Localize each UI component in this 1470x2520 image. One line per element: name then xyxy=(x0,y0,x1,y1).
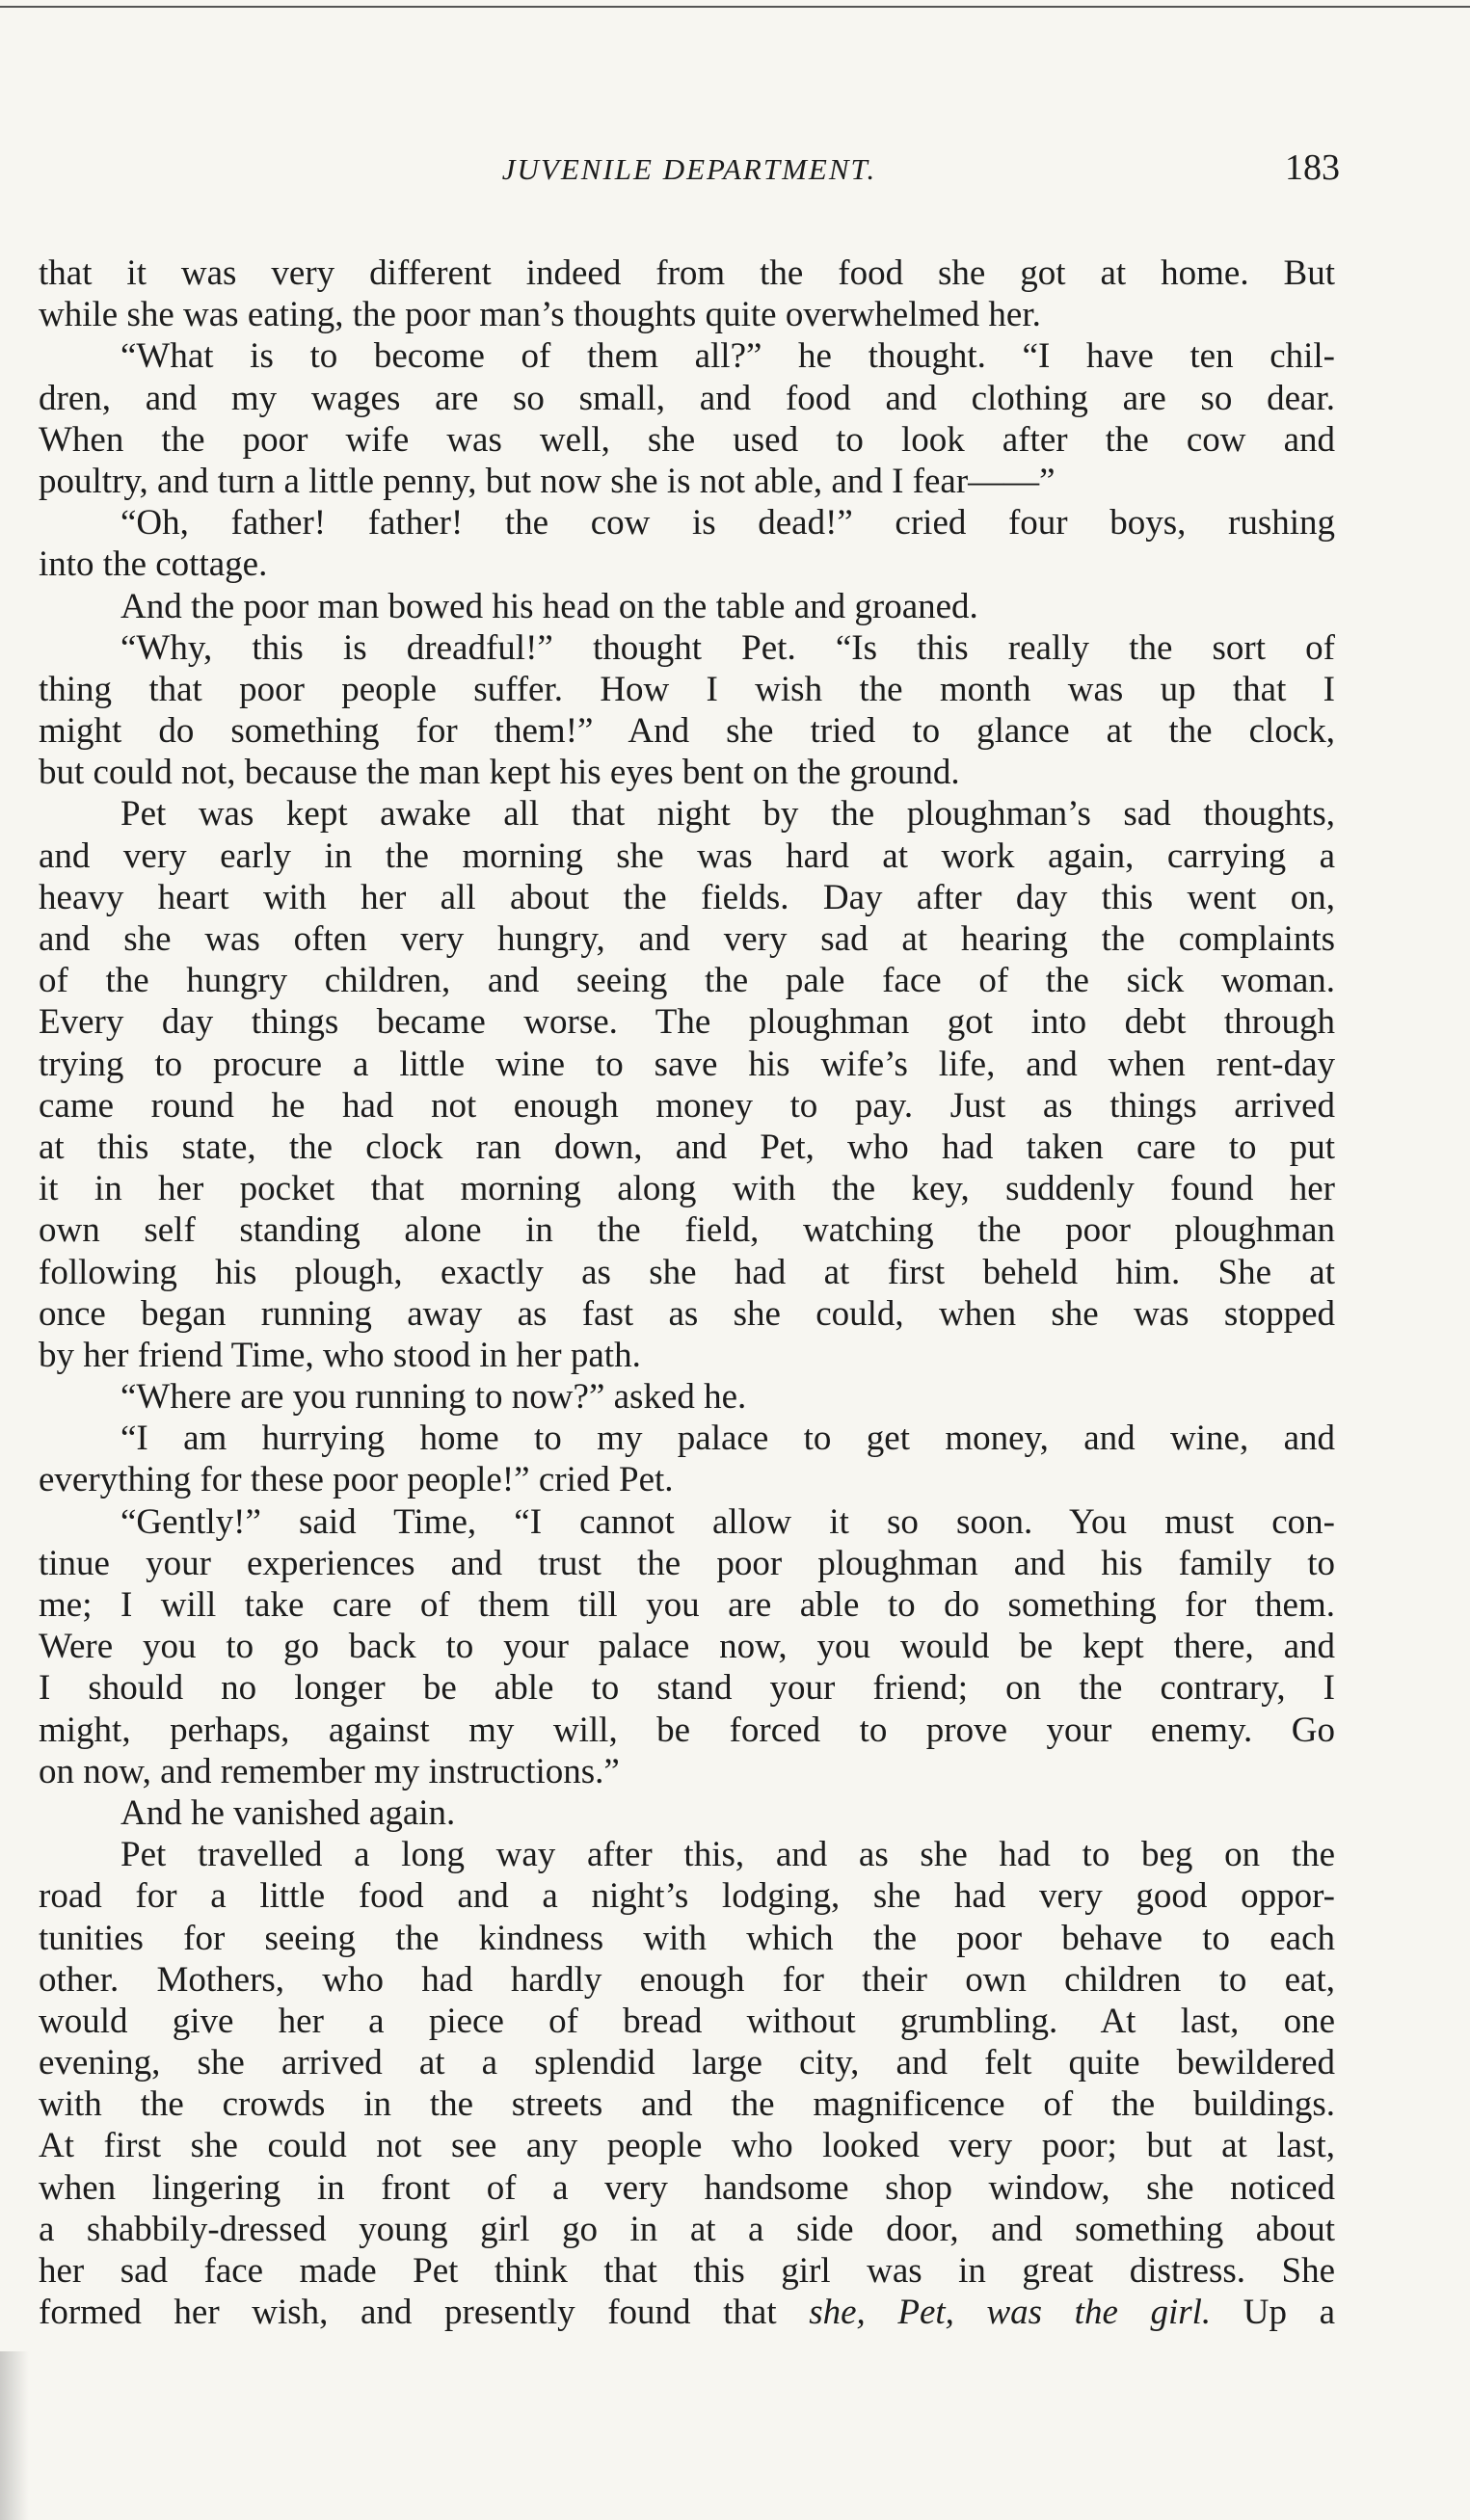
text-line: and she was often very hungry, and very sad at hearing the complaints xyxy=(39,919,1335,959)
text-line: me; I will take care of them till you are able to do something for them. xyxy=(39,1585,1335,1625)
text-line: it in her pocket that morning along with the key, suddenly found her xyxy=(39,1169,1335,1209)
text-line: I should no longer be able to stand your friend; on the contrary, I xyxy=(39,1668,1335,1709)
text-line: “Where are you running to now?” asked he. xyxy=(120,1377,747,1418)
text-line: at this state, the clock ran down, and Pet, who had taken care to put xyxy=(39,1127,1335,1167)
text-line: own self standing alone in the field, watching the poor ploughman xyxy=(39,1210,1335,1251)
text-line: poultry, and turn a little penny, but now she is not able, and I fear——” xyxy=(39,461,1056,501)
text-line: tunities for seeing the kindness with which the poor behave to each xyxy=(39,1918,1335,1958)
text-line: other. Mothers, who had hardly enough for their own children to eat, xyxy=(39,1959,1335,2000)
text-line: “What is to become of them all?” he thought. “I have ten chil- xyxy=(120,336,1335,377)
text-line: everything for these poor people!” cried Pet. xyxy=(39,1460,674,1500)
text-line: of the hungry children, and seeing the pale face of the sick woman. xyxy=(39,961,1335,1001)
text-line: At first she could not see any people who looked very poor; but at last, xyxy=(39,2126,1335,2166)
text-line: Pet travelled a long way after this, and as she had to beg on the xyxy=(120,1835,1335,1875)
text-line: following his plough, exactly as she had at first beheld him. She at xyxy=(39,1252,1335,1292)
page-number: 183 xyxy=(1285,147,1340,188)
text-line xyxy=(39,2292,1335,2333)
running-head: JUVENILE DEPARTMENT. xyxy=(501,152,877,186)
text-line: might, perhaps, against my will, be forced to prove your enemy. Go xyxy=(39,1710,1335,1750)
text-line: her sad face made Pet think that this girl was in great distress. She xyxy=(39,2251,1335,2291)
top-border-rule xyxy=(0,0,1470,8)
text-line: when lingering in front of a very handsome shop window, she noticed xyxy=(39,2167,1335,2208)
text-line: on now, and remember my instructions.” xyxy=(39,1751,620,1791)
text-line: When the poor wife was well, she used to look after the cow and xyxy=(39,419,1335,460)
text-line: “Gently!” said Time, “I cannot allow it so soon. You must con- xyxy=(120,1501,1335,1542)
text-line: while she was eating, the poor man’s thoughts quite overwhelmed her. xyxy=(39,295,1041,335)
text-line: once began running away as fast as she could, when she was stopped xyxy=(39,1293,1335,1334)
text-line: with the crowds in the streets and the magnificence of the buildings. xyxy=(39,2084,1335,2125)
text-line: came round he had not enough money to pay. Just as things arrived xyxy=(39,1085,1335,1126)
text-line: might do something for them!” And she tried to glance at the clock, xyxy=(39,711,1335,752)
text-line: “I am hurrying home to my palace to get money, and wine, and xyxy=(120,1419,1335,1459)
text-line: “Oh, father! father! the cow is dead!” cried four boys, rushing xyxy=(120,503,1335,544)
text-line: and very early in the morning she was hard at work again, carrying a xyxy=(39,836,1335,876)
text-line: dren, and my wages are so small, and food and clothing are so dear. xyxy=(39,378,1335,418)
text-line: heavy heart with her all about the fields. Day after day this went on, xyxy=(39,877,1335,917)
text-run: Up a xyxy=(1211,2293,1335,2333)
text-line: trying to procure a little wine to save his wife’s life, and when rent-day xyxy=(39,1044,1335,1084)
text-line: but could not, because the man kept his eyes bent on the ground. xyxy=(39,753,960,793)
text-run: formed her wish, and presently found that xyxy=(39,2293,810,2333)
body-text xyxy=(39,252,1335,2333)
text-line: that it was very different indeed from the food she got at home. But xyxy=(39,253,1335,293)
text-line: Every day things became worse. The ploughman got into debt through xyxy=(39,1002,1335,1043)
text-line: And the poor man bowed his head on the table and groaned. xyxy=(120,586,978,626)
text-line: evening, she arrived at a splendid large city, and felt quite bewildered xyxy=(39,2043,1335,2083)
text-line: And he vanished again. xyxy=(120,1792,456,1833)
text-line: tinue your experiences and trust the poor ploughman and his family to xyxy=(39,1543,1335,1583)
page-header xyxy=(39,147,1340,200)
page-edge-shadow xyxy=(0,2351,29,2520)
text-line: by her friend Time, who stood in her path. xyxy=(39,1335,641,1375)
italic-phrase: she, Pet, was the girl. xyxy=(809,2293,1212,2333)
text-line: Pet was kept awake all that night by the ploughman’s sad thoughts, xyxy=(120,794,1335,835)
text-line: “Why, this is dreadful!” thought Pet. “Is this really the sort of xyxy=(120,627,1335,668)
text-line: would give her a piece of bread without grumbling. At last, one xyxy=(39,2001,1335,2041)
text-line: thing that poor people suffer. How I wish the month was up that I xyxy=(39,669,1335,709)
text-line: road for a little food and a night’s lodging, she had very good oppor- xyxy=(39,1876,1335,1917)
text-line: Were you to go back to your palace now, you would be kept there, and xyxy=(39,1627,1335,1667)
text-line: a shabbily-dressed young girl go in at a side door, and something about xyxy=(39,2209,1335,2249)
text-line: into the cottage. xyxy=(39,544,268,585)
